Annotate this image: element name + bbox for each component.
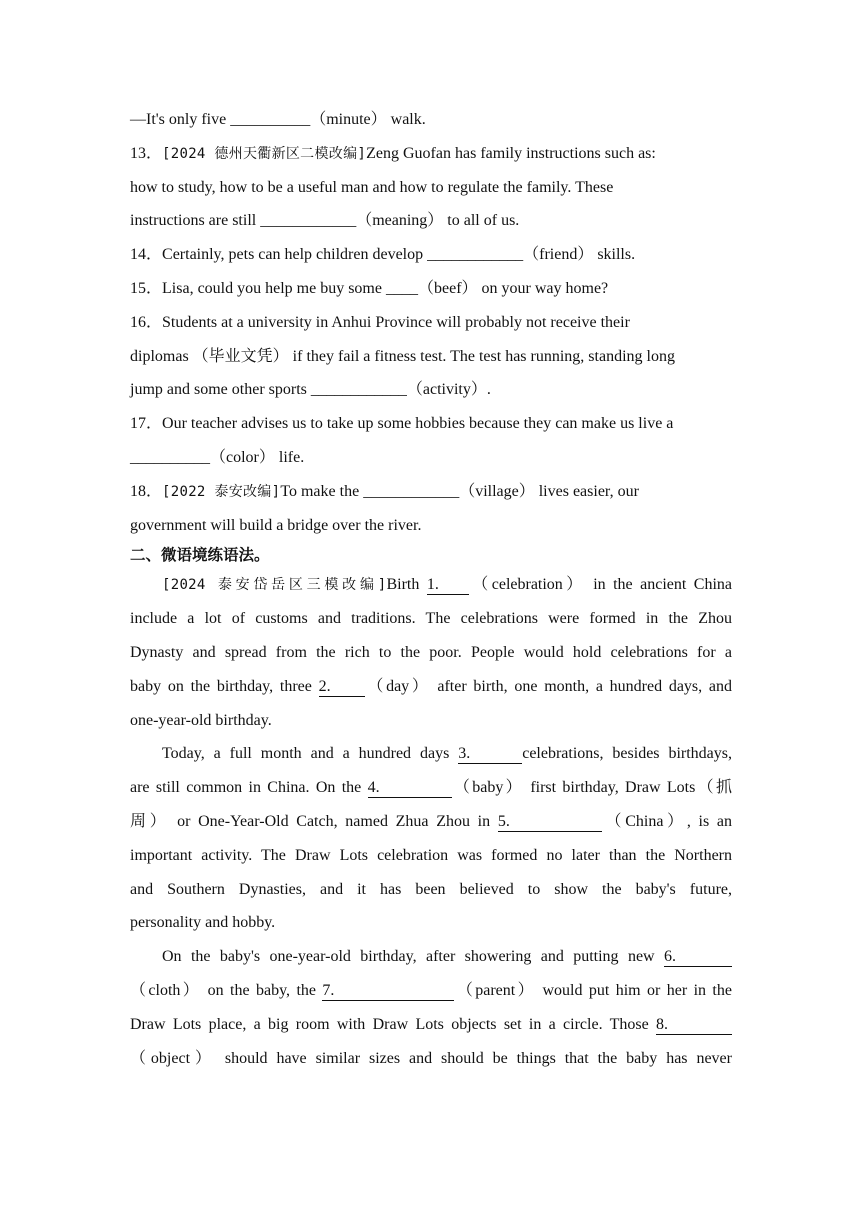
- question-14: [130, 238, 732, 272]
- answer-blank-8[interactable]: 8.: [656, 1017, 732, 1035]
- answer-blank-7[interactable]: 7.: [322, 983, 454, 1001]
- passage-p1-line-2: [130, 602, 732, 636]
- passage-text: are still common in China. On the: [130, 779, 368, 797]
- answer-blank-5[interactable]: 5.: [498, 814, 602, 832]
- question-number: 16．: [130, 313, 163, 331]
- source-tag: [2022 泰安改编]: [162, 483, 281, 500]
- question-16: [130, 306, 732, 340]
- answer-blank[interactable]: ____________: [427, 246, 524, 264]
- passage-text: Birth: [386, 576, 427, 594]
- question-text: （friend） skills.: [523, 246, 636, 264]
- worksheet-content: [130, 103, 732, 1075]
- answer-blank[interactable]: __________: [130, 448, 210, 466]
- question-number: 13．: [130, 144, 163, 162]
- question-text: jump and some other sports: [130, 381, 311, 399]
- question-text: Zeng Guofan has family instructions such as:: [366, 144, 656, 162]
- passage-p3-line-1: [130, 940, 732, 974]
- passage-text: On the baby's one-year-old birthday, after showering and putting new: [162, 948, 664, 966]
- question-text: Lisa, could you help me buy some: [162, 279, 386, 297]
- passage-text: （celebration） in the ancient China: [468, 576, 732, 594]
- question-text: —It's only five: [130, 111, 231, 128]
- question-text: Certainly, pets can help children develop: [162, 246, 428, 264]
- passage-text: include a lot of customs and traditions. The celebrations were formed in the Zhou: [130, 610, 732, 628]
- passage-p2-line-3: [130, 805, 732, 839]
- passage-text: one-year-old birthday.: [130, 711, 272, 729]
- passage-text: （day） after birth, one month, a hundred days, and: [364, 677, 732, 695]
- question-18: [130, 475, 732, 509]
- passage-text: （cloth） on the baby, the: [130, 981, 323, 999]
- answer-blank-1[interactable]: 1.: [427, 577, 469, 595]
- passage-text: （China）, is an: [601, 812, 732, 830]
- question-15: [130, 272, 732, 306]
- question-text: how to study, how to be a useful man and how to regulate the family. These: [130, 178, 614, 196]
- passage-p2-line-4: [130, 839, 732, 873]
- passage-p1-line-5: [130, 704, 732, 738]
- question-text: To make the: [280, 482, 364, 500]
- answer-blank[interactable]: ____: [385, 279, 418, 297]
- passage-text: Dynasty and spread from the rich to the poor. People would hold celebrations for a: [130, 643, 732, 661]
- question-18-line-2: [130, 509, 732, 543]
- section-heading: 二、微语境练语法。: [130, 546, 270, 565]
- question-17: [130, 407, 732, 441]
- question-text: （meaning） to all of us.: [356, 212, 520, 230]
- question-17-line-2: [130, 441, 732, 475]
- passage-text: celebrations, besides birthdays,: [522, 745, 732, 763]
- answer-blank[interactable]: ____________: [310, 381, 407, 399]
- passage-text: Draw Lots place, a big room with Draw Lots objects set in a circle. Those: [130, 1015, 656, 1033]
- passage-text: （object） should have similar sizes and should be things that the baby has never: [130, 1049, 732, 1067]
- answer-blank-2[interactable]: 2.: [319, 679, 365, 697]
- question-text: （beef） on your way home?: [417, 279, 609, 297]
- answer-blank-4[interactable]: 4.: [368, 780, 452, 798]
- passage-p1-line-4: [130, 670, 732, 704]
- question-text: Our teacher advises us to take up some hobbies because they can make us live a: [162, 415, 674, 433]
- passage-text: baby on the birthday, three: [130, 677, 319, 695]
- source-tag: [2024 泰安岱岳区三模改编]: [162, 577, 387, 594]
- answer-blank[interactable]: ____________: [260, 212, 357, 230]
- passage-p3-line-2: [130, 974, 732, 1008]
- passage-text: personality and hobby.: [130, 914, 276, 932]
- question-13-line-2: [130, 171, 732, 205]
- question-number: 18．: [130, 482, 163, 500]
- passage-p1-line-3: [130, 636, 732, 670]
- answer-blank[interactable]: __________: [230, 111, 311, 128]
- passage-text: （parent） would put him or her in the: [454, 981, 732, 999]
- passage-p3-line-4: [130, 1042, 732, 1076]
- passage-p2-line-2: [130, 771, 732, 805]
- question-number: 14．: [130, 246, 163, 264]
- passage-text: （baby） first birthday, Draw Lots（抓: [451, 779, 732, 797]
- passage-p3-line-3: [130, 1008, 732, 1042]
- question-text: government will build a bridge over the river.: [130, 516, 422, 534]
- question-16-line-3: [130, 373, 732, 407]
- question-text: instructions are still: [130, 212, 261, 230]
- passage-text: Today, a full month and a hundred days: [162, 745, 459, 763]
- answer-blank-3[interactable]: 3.: [458, 746, 522, 764]
- passage-text: 周） or One-Year-Old Catch, named Zhua Zhou in: [130, 812, 498, 830]
- question-text: （activity）.: [406, 381, 491, 399]
- question-16-line-2: [130, 340, 732, 374]
- passage-p2-line-6: [130, 906, 732, 940]
- passage-p2-line-5: [130, 873, 732, 907]
- question-number: 17．: [130, 415, 163, 433]
- passage-p2-line-1: [130, 737, 732, 771]
- answer-blank-6[interactable]: 6.: [664, 949, 732, 967]
- question-text: （minute） walk.: [310, 111, 426, 128]
- source-tag: [2024 德州天衢新区二模改编]: [162, 145, 367, 162]
- passage-text: important activity. The Draw Lots celebration was formed no later than the Northern: [130, 846, 732, 864]
- passage-p1-line-1: [130, 568, 732, 602]
- question-text: （village） lives easier, our: [459, 482, 639, 500]
- question-13-line-3: [130, 204, 732, 238]
- question-text: diplomas （毕业文凭） if they fail a fitness test. The test has running, standing long: [130, 347, 675, 365]
- question-number: 15．: [130, 279, 163, 297]
- answer-blank[interactable]: ____________: [363, 482, 460, 500]
- question-text: （color） life.: [210, 448, 305, 466]
- question-13: [130, 137, 732, 171]
- passage-text: and Southern Dynasties, and it has been believed to show the baby's future,: [130, 880, 732, 898]
- question-12-tail: [130, 103, 732, 137]
- question-text: Students at a university in Anhui Province will probably not receive their: [162, 313, 630, 331]
